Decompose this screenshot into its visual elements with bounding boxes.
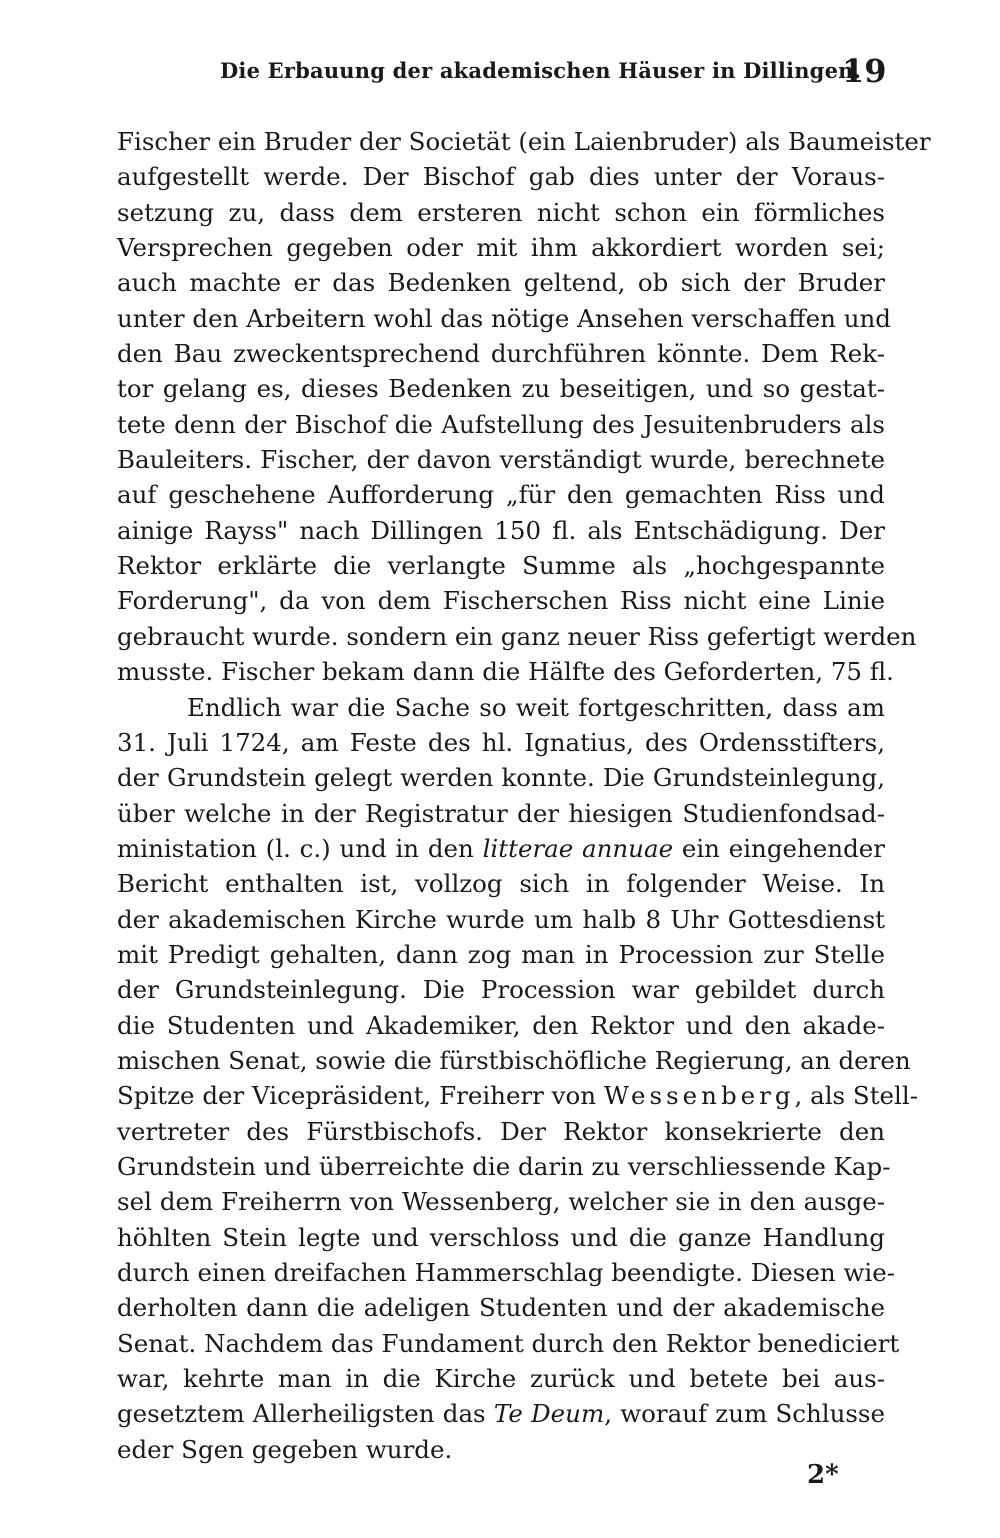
paragraph-start-line: Endlich war die Sache so weit fortgeschritten, dass am (187, 692, 885, 722)
text-line: gebraucht wurde. sondern ein ganz neuer Riss gefertigt werden (117, 621, 917, 651)
text-line-with-spaced-name (117, 1078, 918, 1113)
text-line: ainige Rayss" nach Dillingen 150 fl. als Entschädigung. Der (117, 515, 885, 545)
text-line: den Bau zweckentsprechend durchführen könnte. Dem Rek- (117, 339, 885, 369)
text-line: Fischer ein Bruder der Societät (ein Laienbruder) als Baumeister (117, 127, 931, 156)
text-line: unter den Arbeitern wohl das nötige Ansehen verschaffen und (117, 303, 891, 333)
text-line: Grundstein und überreichte die darin zu verschliessende Kap- (117, 1151, 891, 1181)
paragraph-end-line: musste. Fischer bekam dann die Hälfte des Geforderten, 75 fl. (117, 657, 894, 687)
text-line: aufgestellt werde. Der Bischof gab dies unter der Voraus- (117, 162, 885, 192)
text-line: war, kehrte man in die Kirche zurück und betete bei aus- (117, 1364, 885, 1394)
text-line: tor gelang es, dieses Bedenken zu beseitigen, und so gestat- (117, 374, 885, 404)
text-line: die Studenten und Akademiker, den Rektor und den akade- (117, 1010, 885, 1040)
text-line: vertreter des Fürstbischofs. Der Rektor konsekrierte den (117, 1116, 885, 1146)
running-head (0, 52, 1000, 94)
text-line: Senat. Nachdem das Fundament durch den Rektor benediciert (117, 1328, 900, 1358)
text-segment: gesetztem Allerheiligsten das (117, 1399, 486, 1429)
final-line: eder Sgen gegeben wurde. (117, 1434, 453, 1464)
spaced-name: Wessenberg (603, 1081, 795, 1111)
body-text (117, 124, 931, 1467)
text-line: setzung zu, dass dem ersteren nicht schon ein förmliches (117, 197, 885, 227)
text-line: 31. Juli 1724, am Feste des hl. Ignatius, des Ordensstifters, (117, 727, 885, 757)
text-line: der Grundstein gelegt werden konnte. Die Grundsteinlegung, (117, 763, 885, 793)
italic-phrase: Te Deum (493, 1399, 605, 1429)
text-line: Forderung", da von dem Fischerschen Riss nicht eine Linie (117, 586, 885, 616)
text-line: Bericht enthalten ist, vollzog sich in folgender Weise. In (117, 869, 885, 899)
text-line: über welche in der Registratur der hiesigen Studienfondsad- (117, 798, 885, 828)
text-line: Rektor erklärte die verlangte Summe als „hochgespannte (117, 551, 885, 581)
text-line: sel dem Freiherrn von Wessenberg, welcher sie in den ausge- (117, 1187, 885, 1217)
italic-phrase: litterae annuae (482, 833, 674, 863)
text-line-with-italic (117, 1396, 885, 1431)
text-line: auf geschehene Aufforderung „für den gemachten Riss und (117, 480, 885, 510)
text-line: mit Predigt gehalten, dann zog man in Procession zur Stelle (117, 939, 885, 969)
text-line: mischen Senat, sowie die fürstbischöfliche Regierung, an deren (117, 1045, 911, 1075)
text-line: derholten dann die adeligen Studenten und der akademische (117, 1293, 885, 1323)
text-segment: , als Stell- (794, 1081, 918, 1111)
text-line: durch einen dreifachen Hammerschlag beendigte. Diesen wie- (117, 1258, 896, 1287)
text-line: tete denn der Bischof die Aufstellung des Jesuitenbruders als (117, 409, 885, 439)
page-number: 19 (842, 52, 887, 90)
text-line: der akademischen Kirche wurde um halb 8 Uhr Gottesdienst (117, 904, 885, 934)
signature-mark: 2* (807, 1460, 839, 1490)
text-segment: Spitze der Vicepräsident, Freiherr von (117, 1081, 597, 1111)
text-line: Bauleiters. Fischer, der davon verständigt wurde, berechnete (117, 445, 885, 475)
text-line-with-italic (117, 831, 885, 866)
text-line: auch machte er das Bedenken geltend, ob sich der Bruder (117, 268, 885, 298)
text-line: der Grundsteinlegung. Die Procession war gebildet durch (117, 975, 885, 1005)
text-line: höhlten Stein legte und verschloss und die ganze Handlung (117, 1222, 885, 1252)
text-segment: , worauf zum Schlusse (604, 1399, 885, 1429)
text-line: Versprechen gegeben oder mit ihm akkordiert worden sei; (117, 233, 885, 263)
running-title: Die Erbauung der akademischen Häuser in Dillingen. (220, 58, 862, 83)
text-segment: ein eingehender (681, 833, 885, 863)
text-segment: ministation (l. c.) und in den (117, 833, 474, 863)
